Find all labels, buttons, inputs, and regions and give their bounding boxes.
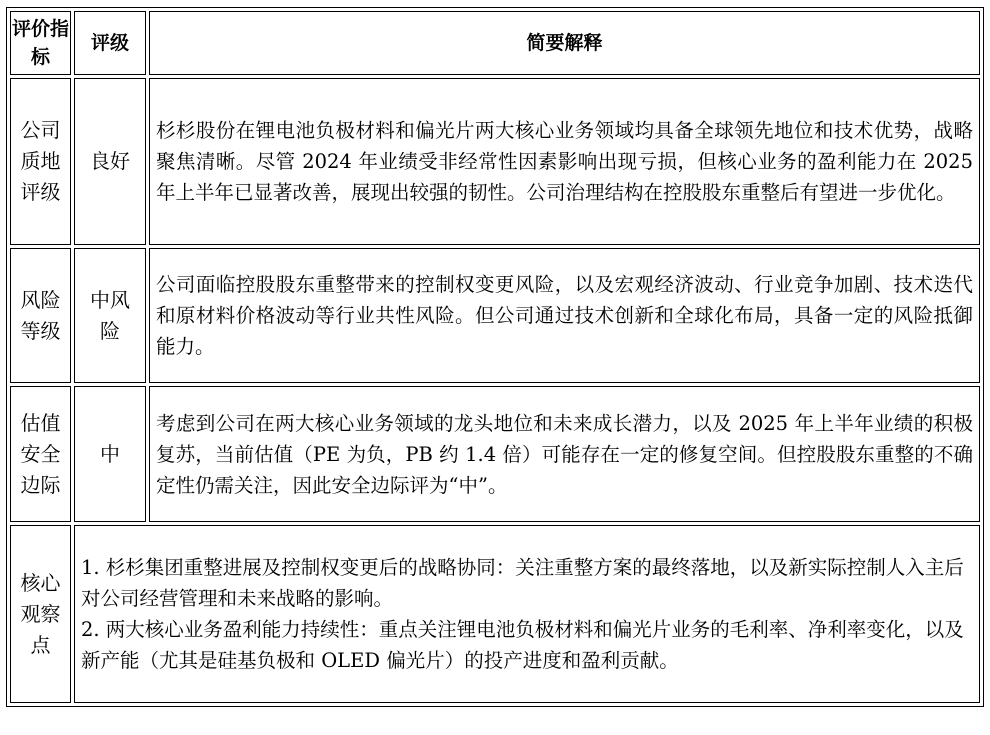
grade-company-quality: 良好 bbox=[74, 78, 146, 245]
table-row-valuation-margin bbox=[10, 386, 980, 522]
table-row-company-quality bbox=[10, 78, 980, 245]
table-row-risk-level bbox=[10, 248, 980, 383]
indicator-company-quality: 公司质地评级 bbox=[10, 78, 71, 245]
grade-risk-level: 中风险 bbox=[74, 248, 146, 383]
indicator-valuation-margin: 估值安全边际 bbox=[10, 386, 71, 522]
observation-points bbox=[74, 525, 980, 703]
observation-point-1: 1. 杉杉集团重整进展及控制权变更后的战略协同：关注重整方案的最终落地，以及新实际控制人入主后对公司经营管理和未来战略的影响。 bbox=[81, 556, 964, 610]
observation-point-2: 2. 两大核心业务盈利能力持续性：重点关注锂电池负极材料和偏光片业务的毛利率、净利率变化，以及新产能（尤其是硅基负极和 OLED 偏光片）的投产进度和盈利贡献。 bbox=[81, 618, 964, 672]
header-grade: 评级 bbox=[74, 11, 146, 75]
header-indicator: 评价指标 bbox=[10, 11, 71, 75]
evaluation-table bbox=[6, 7, 984, 707]
grade-valuation-margin: 中 bbox=[74, 386, 146, 522]
explanation-valuation-margin: 考虑到公司在两大核心业务领域的龙头地位和未来成长潜力，以及 2025 年上半年业绩的积极复苏，当前估值（PE 为负，PB 约 1.4 倍）可能存在一定的修复空间。但控股股东重整的不确定性仍需关注，因此安全边际评为“中”。 bbox=[149, 386, 980, 522]
indicator-core-observations: 核心观察点 bbox=[10, 525, 71, 703]
explanation-risk-level: 公司面临控股股东重整带来的控制权变更风险，以及宏观经济波动、行业竞争加剧、技术迭代和原材料价格波动等行业共性风险。但公司通过技术创新和全球化布局，具备一定的风险抵御能力。 bbox=[149, 248, 980, 383]
explanation-company-quality: 杉杉股份在锂电池负极材料和偏光片两大核心业务领域均具备全球领先地位和技术优势，战略聚焦清晰。尽管 2024 年业绩受非经常性因素影响出现亏损，但核心业务的盈利能力在 2025 年上半年已显著改善，展现出较强的韧性。公司治理结构在控股股东重整后有望进一步优化。 bbox=[149, 78, 980, 245]
table-header-row bbox=[10, 11, 980, 75]
header-explanation: 简要解释 bbox=[149, 11, 980, 75]
indicator-risk-level: 风险等级 bbox=[10, 248, 71, 383]
table-row-core-observations bbox=[10, 525, 980, 703]
